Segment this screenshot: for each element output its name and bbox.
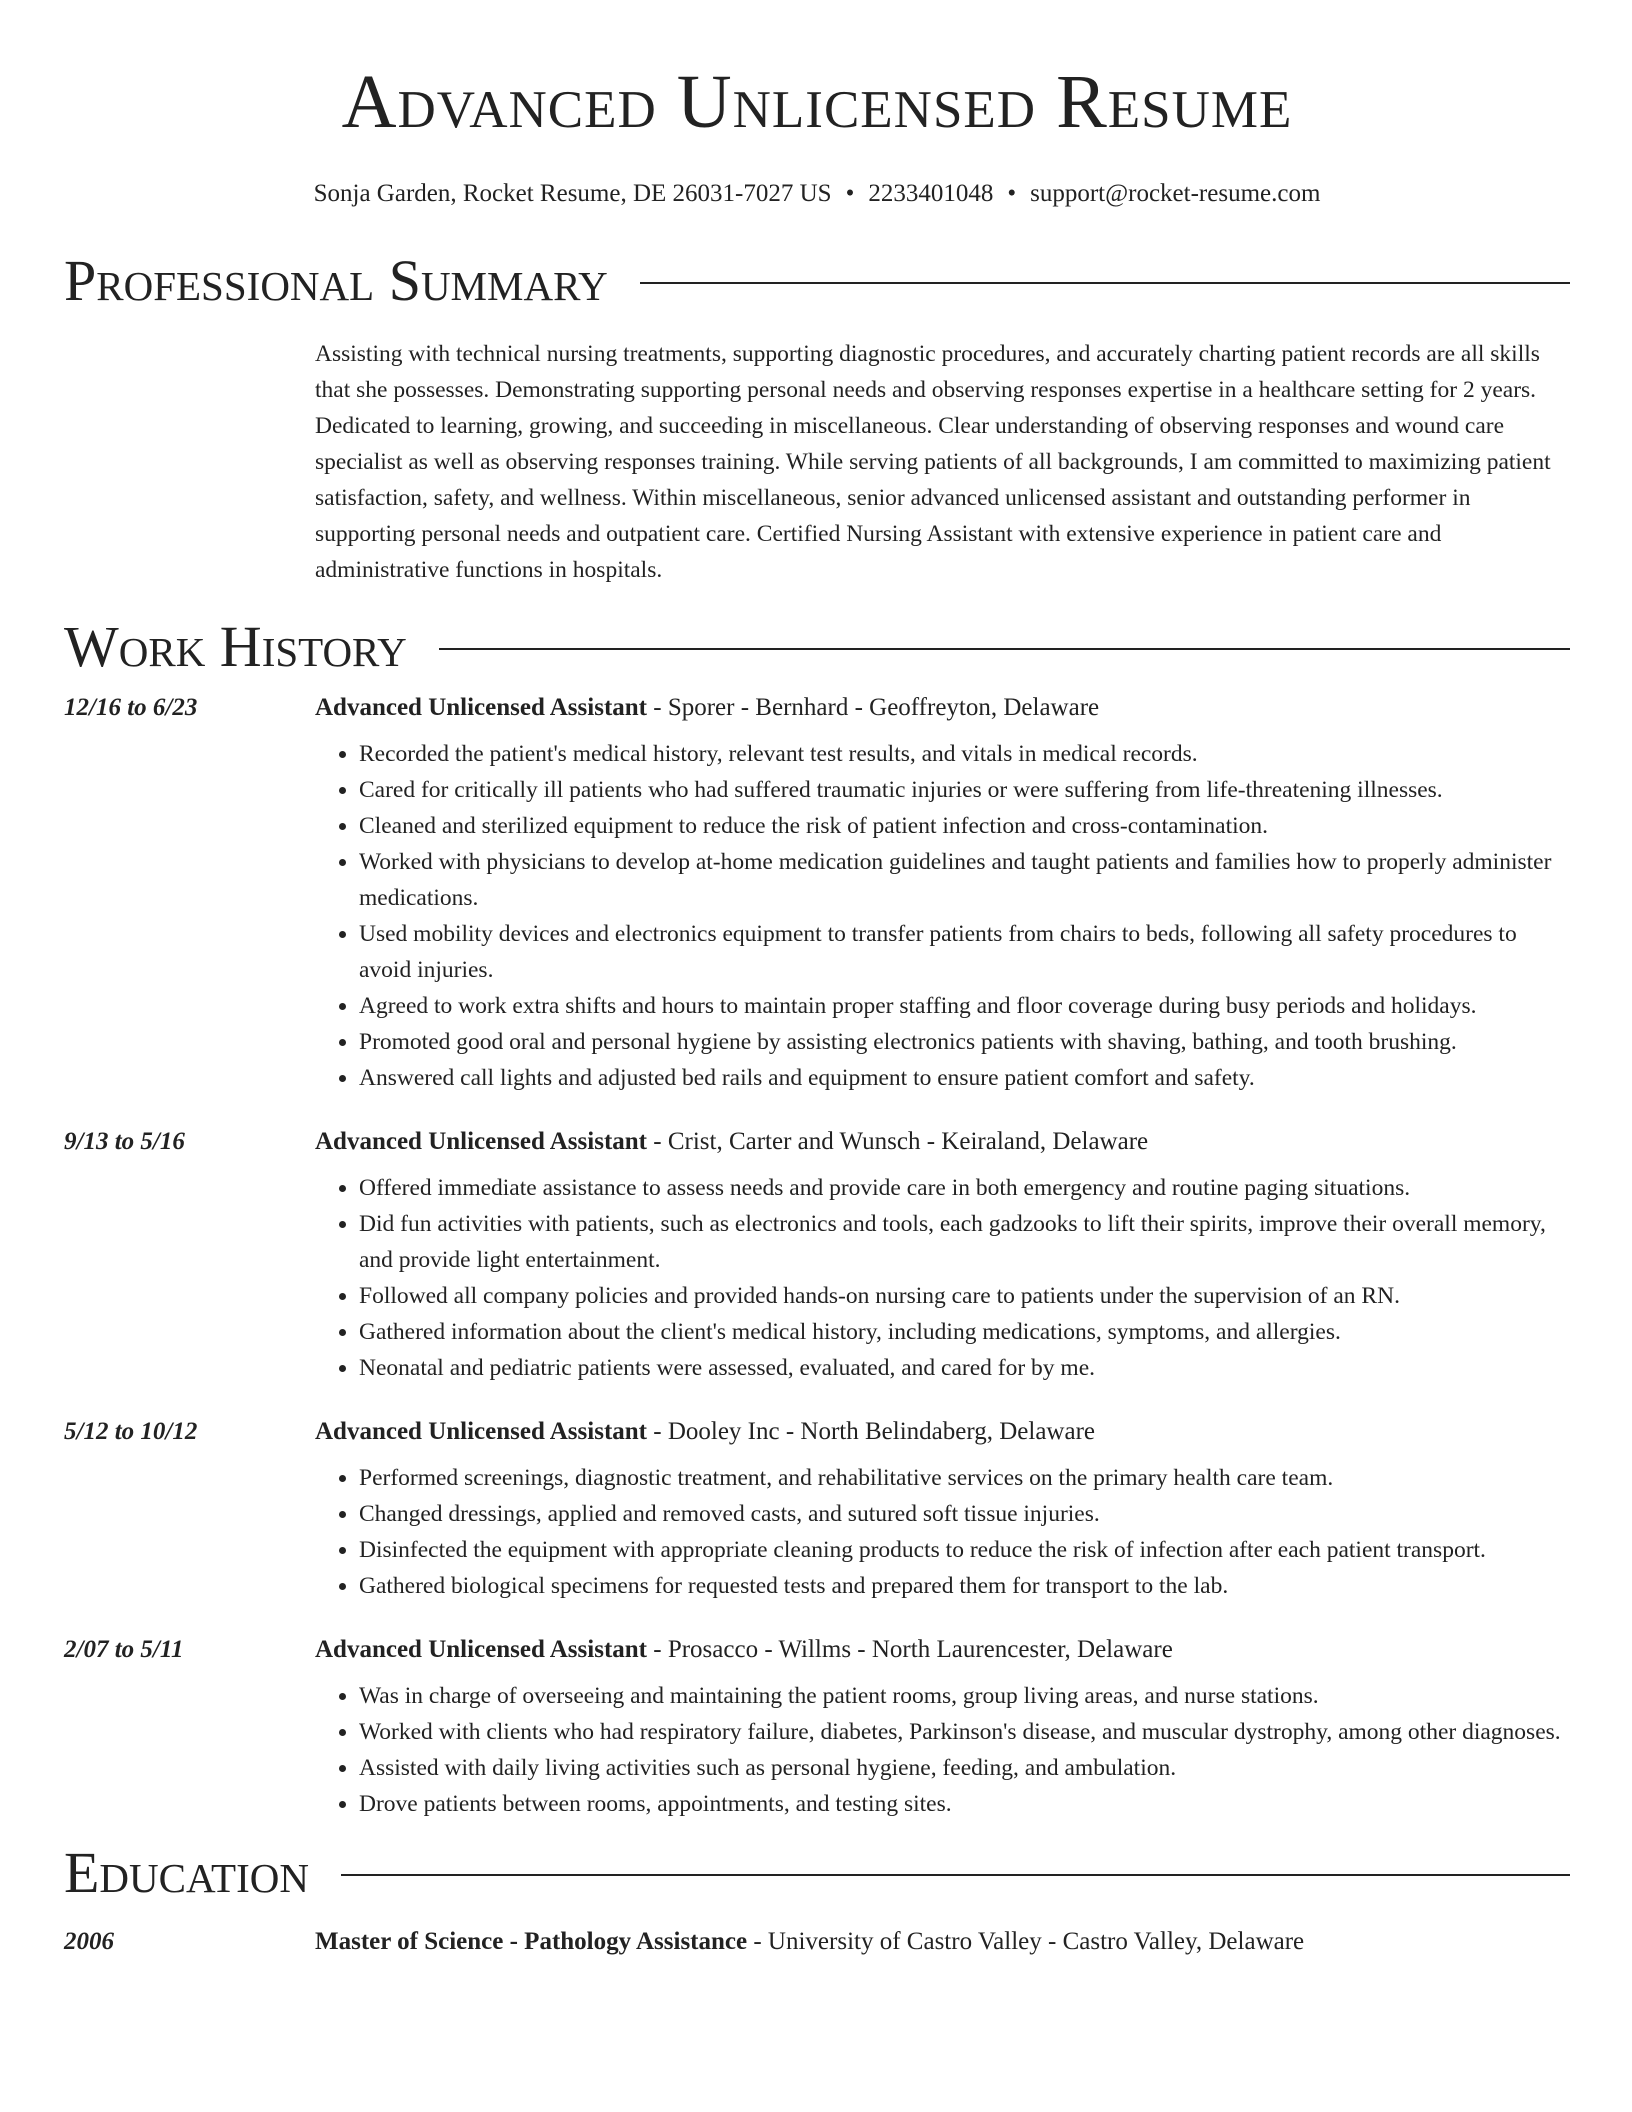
- job-bullet: • Assisted with daily living activities such as personal hygiene, feeding, and ambulation.: [359, 1750, 1570, 1786]
- summary-section-header: [64, 248, 1570, 313]
- work-heading: Work History: [64, 614, 407, 679]
- job-employer: - Dooley Inc - North Belindaberg, Delaware: [647, 1418, 1095, 1445]
- resume-title: Advanced Unlicensed Resume: [341, 60, 1293, 144]
- job-bullet: • Recorded the patient's medical history, relevant test results, and vitals in medical records.: [359, 736, 1570, 772]
- work-history-list: [64, 694, 1570, 1822]
- education-degree: Master of Science - Pathology Assistance: [315, 1928, 748, 1955]
- job-entry: [64, 1128, 1570, 1386]
- job-employer: - Prosacco - Willms - North Laurencester, Delaware: [647, 1636, 1173, 1663]
- section-divider: [439, 648, 1570, 650]
- job-entry: [64, 1636, 1570, 1822]
- job-bullet: • Answered call lights and adjusted bed rails and equipment to ensure patient comfort and safety.: [359, 1060, 1570, 1096]
- job-entry: [64, 1418, 1570, 1604]
- job-entry: [64, 694, 1570, 1096]
- job-dates: 12/16 to 6/23: [64, 694, 198, 721]
- work-section-header: [64, 614, 1570, 679]
- education-heading: Education: [64, 1840, 309, 1905]
- job-bullet: • Changed dressings, applied and removed casts, and sutured soft tissue injuries.: [359, 1496, 1570, 1532]
- education-section-header: [64, 1840, 1570, 1905]
- contact-email: support@rocket-resume.com: [1030, 180, 1321, 207]
- contact-line: [64, 180, 1570, 208]
- section-divider: [640, 282, 1570, 284]
- job-bullet: • Neonatal and pediatric patients were assessed, evaluated, and cared for by me.: [359, 1350, 1570, 1386]
- job-bullet: • Followed all company policies and provided hands-on nursing care to patients under the supervision of an RN.: [359, 1278, 1570, 1314]
- contact-address: Sonja Garden, Rocket Resume, DE 26031-7027 US: [313, 180, 832, 207]
- job-header: [64, 1636, 1570, 1664]
- section-divider: [341, 1874, 1570, 1876]
- job-bullet: • Used mobility devices and electronics equipment to transfer patients from chairs to beds, following all safety procedures to avoid injuries.: [359, 916, 1570, 988]
- job-bullet: • Gathered information about the client's medical history, including medications, symptoms, and allergies.: [359, 1314, 1570, 1350]
- job-bullet: • Disinfected the equipment with appropriate cleaning products to reduce the risk of infection after each patient transport.: [359, 1532, 1570, 1568]
- job-bullet: • Gathered biological specimens for requested tests and prepared them for transport to the lab.: [359, 1568, 1570, 1604]
- job-bullets: [315, 1170, 1570, 1386]
- job-bullets: [315, 1678, 1570, 1822]
- contact-phone: 2233401048: [868, 180, 994, 207]
- job-employer: - Sporer - Bernhard - Geoffreyton, Delaware: [647, 694, 1100, 721]
- job-employer: - Crist, Carter and Wunsch - Keiraland, Delaware: [647, 1128, 1149, 1155]
- contact-separator: •: [1007, 180, 1017, 207]
- education-details: - University of Castro Valley - Castro Valley, Delaware: [747, 1928, 1305, 1955]
- job-dates: 5/12 to 10/12: [64, 1418, 198, 1445]
- job-bullet: • Worked with physicians to develop at-home medication guidelines and taught patients and families how to properly administer medications.: [359, 844, 1570, 916]
- job-bullet: • Was in charge of overseeing and maintaining the patient rooms, group living areas, and nurse stations.: [359, 1678, 1570, 1714]
- job-title: Advanced Unlicensed Assistant: [315, 1128, 647, 1155]
- job-dates: 9/13 to 5/16: [64, 1128, 185, 1155]
- job-header: [64, 1418, 1570, 1446]
- job-header: [64, 694, 1570, 722]
- job-bullet: • Worked with clients who had respiratory failure, diabetes, Parkinson's disease, and muscular dystrophy, among other diagnoses.: [359, 1714, 1570, 1750]
- job-bullet: • Drove patients between rooms, appointments, and testing sites.: [359, 1786, 1570, 1822]
- summary-heading: Professional Summary: [64, 248, 608, 313]
- job-header: [64, 1128, 1570, 1156]
- job-bullet: • Offered immediate assistance to assess needs and provide care in both emergency and routine paging situations.: [359, 1170, 1570, 1206]
- job-bullet: • Cleaned and sterilized equipment to reduce the risk of patient infection and cross-contamination.: [359, 808, 1570, 844]
- education-year: 2006: [64, 1928, 114, 1955]
- job-bullet: • Cared for critically ill patients who had suffered traumatic injuries or were suffering from life-threatening illnesses.: [359, 772, 1570, 808]
- job-bullets: [315, 1460, 1570, 1604]
- job-title: Advanced Unlicensed Assistant: [315, 1636, 647, 1663]
- summary-text: Assisting with technical nursing treatments, supporting diagnostic procedures, and accurately charting patient records are all skills that she possesses. Demonstrating supporting personal needs and observing responses expertise in a healthcare setting for 2 years. Dedicated to learning, growing, and succeeding in miscellaneous. Clear understanding of observing responses and wound care specialist as well as observing responses training. While serving patients of all backgrounds, I am committed to maximizing patient satisfaction, safety, and wellness. Within miscellaneous, senior advanced unlicensed assistant and outstanding performer in supporting personal needs and outpatient care. Certified Nursing Assistant with extensive experience in patient care and administrative functions in hospitals.: [315, 341, 1551, 583]
- job-dates: 2/07 to 5/11: [64, 1636, 184, 1663]
- contact-separator: •: [845, 180, 855, 207]
- job-title: Advanced Unlicensed Assistant: [315, 694, 647, 721]
- job-bullets: [315, 736, 1570, 1096]
- job-bullet: • Agreed to work extra shifts and hours to maintain proper staffing and floor coverage during busy periods and holidays.: [359, 988, 1570, 1024]
- education-entry: [64, 1928, 1570, 1956]
- job-title: Advanced Unlicensed Assistant: [315, 1418, 647, 1445]
- job-bullet: • Promoted good oral and personal hygiene by assisting electronics patients with shaving, bathing, and tooth brushing.: [359, 1024, 1570, 1060]
- job-bullet: • Did fun activities with patients, such as electronics and tools, each gadzooks to lift their spirits, improve their overall memory, and provide light entertainment.: [359, 1206, 1570, 1278]
- job-bullet: • Performed screenings, diagnostic treatment, and rehabilitative services on the primary health care team.: [359, 1460, 1570, 1496]
